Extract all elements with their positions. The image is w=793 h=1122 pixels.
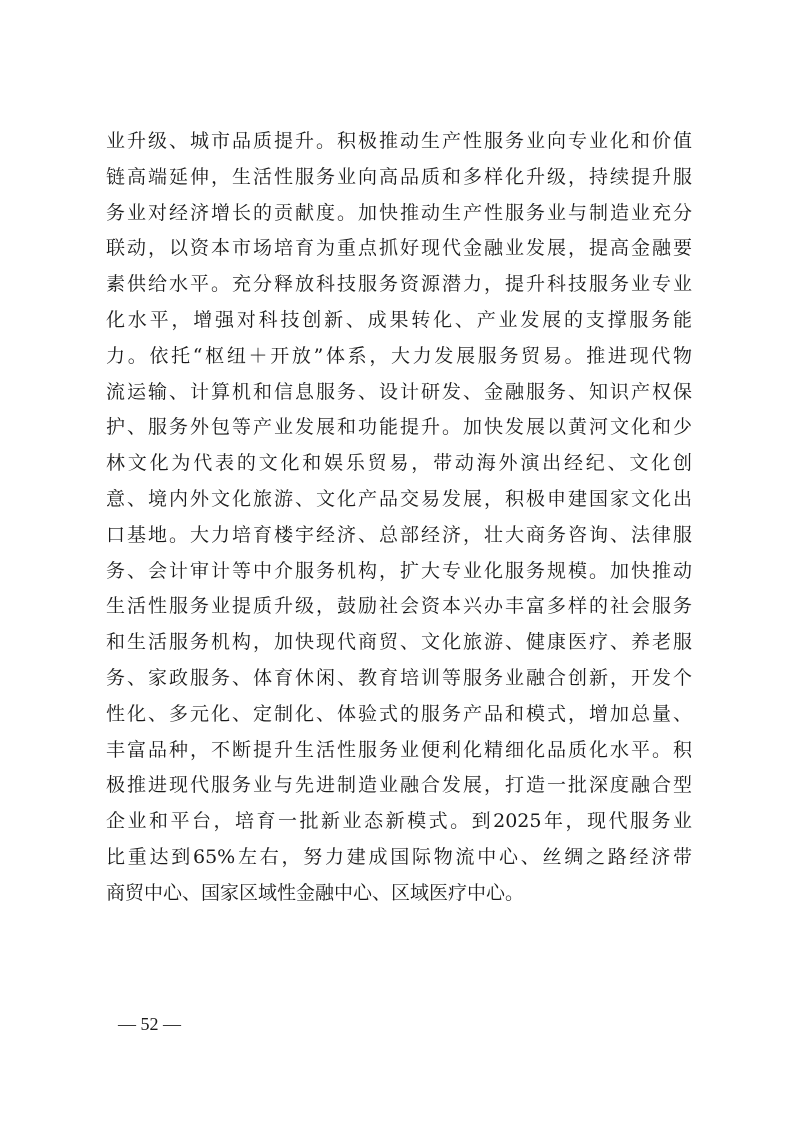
- text-line: 链高端延伸，生活性服务业向高品质和多样化升级，持续提升服: [106, 165, 692, 188]
- text-line: 务、会计审计等中介服务机构，扩大专业化服务规模。加快推动: [106, 559, 692, 582]
- text-line: 业升级、城市品质提升。积极推动生产性服务业向专业化和价值: [106, 130, 692, 152]
- text-line: 林文化为代表的文化和娱乐贸易，带动海外演出经纪、文化创: [106, 452, 692, 475]
- text-line: 极推进现代服务业与先进制造业融合发展，打造一批深度融合型: [106, 774, 692, 797]
- text-line: 意、境内外文化旅游、文化产品交易发展，积极申建国家文化出: [106, 487, 692, 510]
- text-line: 力。依托“枢纽＋开放”体系，大力发展服务贸易。推进现代物: [106, 344, 692, 367]
- page-number: — 52 —: [118, 1014, 181, 1034]
- text-line: 流运输、计算机和信息服务、设计研发、金融服务、知识产权保: [106, 380, 692, 403]
- text-line: 丰富品种，不断提升生活性服务业便利化精细化品质化水平。积: [106, 738, 692, 761]
- text-line: 化水平，增强对科技创新、成果转化、产业发展的支撑服务能: [106, 308, 692, 331]
- text-line: 素供给水平。充分释放科技服务资源潜力，提升科技服务业专业: [106, 273, 692, 296]
- text-line: 性化、多元化、定制化、体验式的服务产品和模式，增加总量、: [106, 702, 692, 725]
- text-line: 生活性服务业提质升级，鼓励社会资本兴办丰富多样的社会服务: [106, 595, 692, 618]
- text-line: 比重达到65%左右，努力建成国际物流中心、丝绸之路经济带: [106, 845, 692, 868]
- text-line: 务、家政服务、体育休闲、教育培训等服务业融合创新，开发个: [106, 666, 692, 689]
- text-line: 护、服务外包等产业发展和功能提升。加快发展以黄河文化和少: [106, 416, 692, 439]
- text-line-last: 商贸中心、国家区域性金融中心、区域医疗中心。: [106, 881, 525, 904]
- text-line: 务业对经济增长的贡献度。加快推动生产性服务业与制造业充分: [106, 201, 692, 224]
- body-text: [106, 124, 692, 912]
- text-line: 和生活服务机构，加快现代商贸、文化旅游、健康医疗、养老服: [106, 631, 692, 654]
- text-line: 联动，以资本市场培育为重点抓好现代金融业发展，提高金融要: [106, 237, 692, 260]
- text-line: 企业和平台，培育一批新业态新模式。到2025年，现代服务业: [106, 810, 692, 833]
- text-line: 口基地。大力培育楼宇经济、总部经济，壮大商务咨询、法律服: [106, 523, 692, 546]
